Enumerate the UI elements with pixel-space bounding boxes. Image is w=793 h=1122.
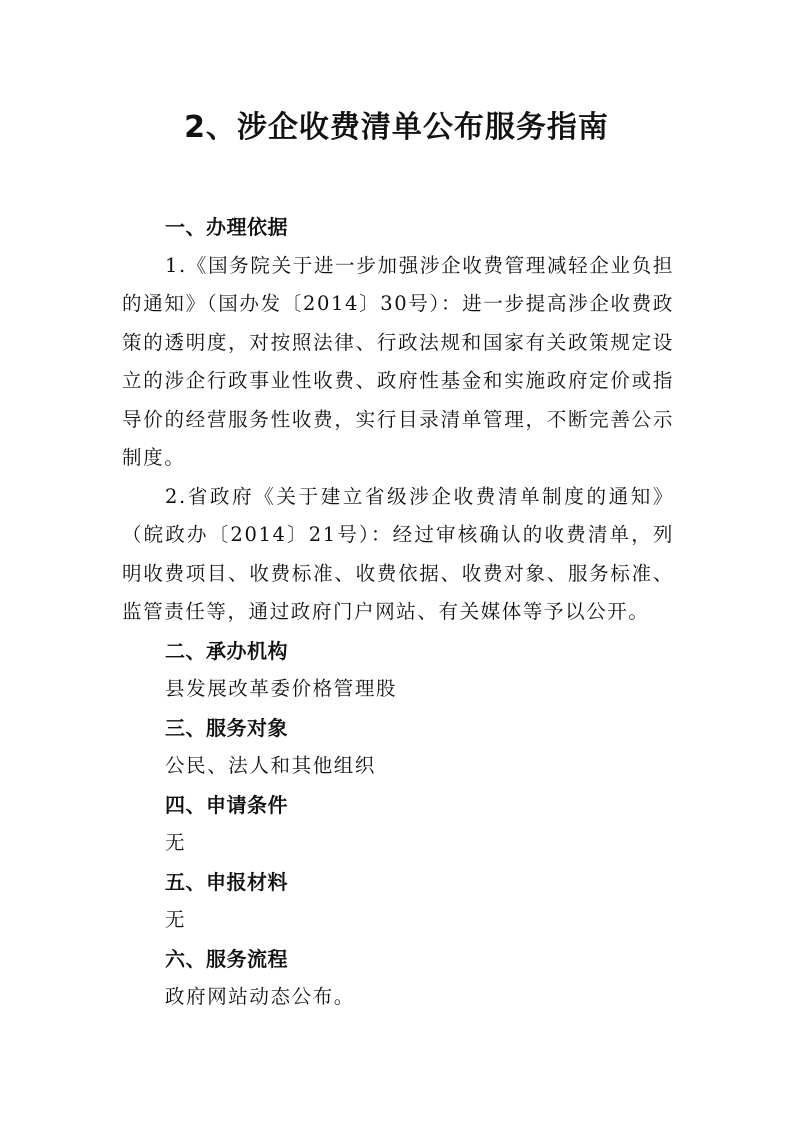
basis-paragraph-2: 2.省政府《关于建立省级涉企收费清单制度的通知》（皖政办〔2014〕21号）：经过审核确认的收费清单，列明收费项目、收费标准、收费依据、收费对象、服务标准、监管责任等，通过政府门户网站、有关媒体等予以公开。 (122, 484, 674, 623)
section-basis (122, 208, 674, 632)
section-heading-conditions: 四、申请条件 (165, 792, 288, 817)
section-heading-process: 六、服务流程 (165, 946, 288, 971)
section-heading-basis: 一、办理依据 (165, 215, 288, 239)
section-heading-service-target: 三、服务对象 (165, 715, 288, 740)
section-agency (122, 632, 674, 709)
document-title: 2、涉企收费清单公布服务指南 (184, 110, 609, 145)
process-text: 政府网站动态公布。 (165, 985, 355, 1008)
document-body (122, 208, 674, 1017)
materials-text: 无 (165, 908, 187, 931)
conditions-text: 无 (165, 831, 187, 854)
section-process (122, 940, 674, 1017)
section-materials (122, 863, 674, 940)
section-heading-materials: 五、申报材料 (165, 869, 288, 894)
section-conditions (122, 786, 674, 863)
basis-paragraph-1: 1.《国务院关于进一步加强涉企收费管理减轻企业负担的通知》（国办发〔2014〕30号）：进一步提高涉企收费政策的透明度，对按照法律、行政法规和国家有关政策规定设立的涉企行政事业性收费、政府性基金和实施政府定价或指导价的经营服务性收费，实行目录清单管理，不断完善公示制度。 (122, 253, 674, 469)
agency-text: 县发展改革委价格管理股 (165, 677, 398, 700)
section-service-target (122, 709, 674, 786)
section-heading-agency: 二、承办机构 (165, 638, 288, 663)
service-target-text: 公民、法人和其他组织 (165, 754, 377, 777)
